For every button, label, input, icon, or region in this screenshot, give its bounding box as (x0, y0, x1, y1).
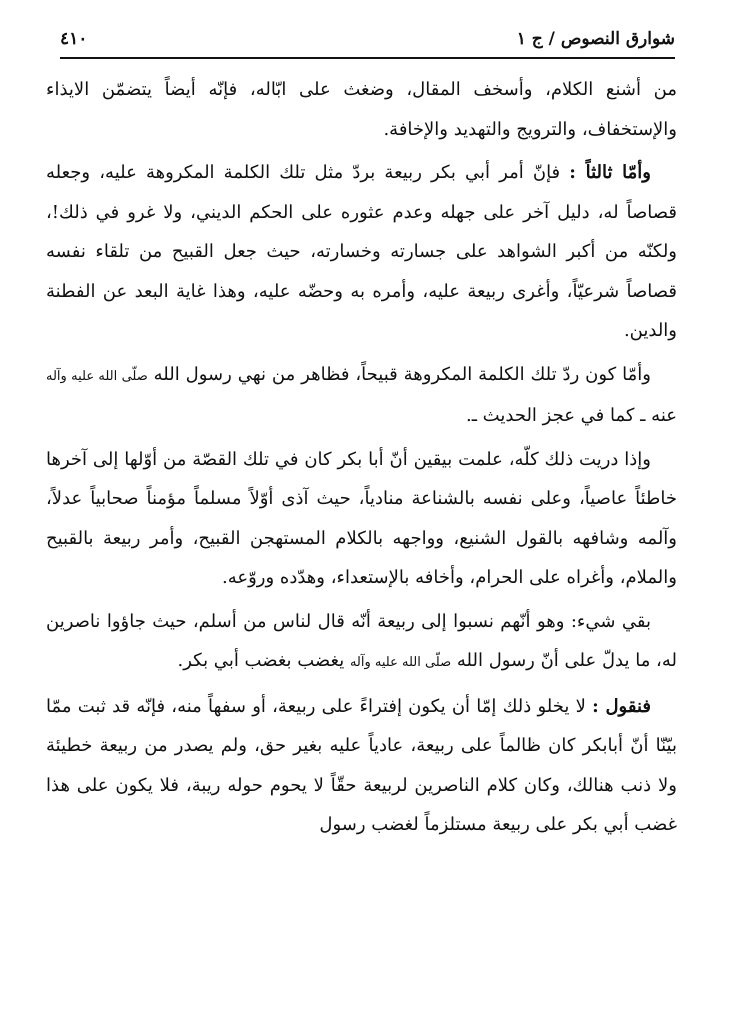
paragraph-1 (46, 70, 677, 149)
paragraph-text: بقي شيء: وهو أنّهم نسبوا إلى ربيعة أنّه قال لناس من أسلم، حيث جاؤوا ناصرين له، ما يدلّ على أنّ رسول الله (46, 610, 677, 671)
paragraph-text: لا يخلو ذلك إمّا أن يكون إفتراءً على ربيعة، أو سفهاً منه، فإنّه قد ثبت ممّا بيّنّا أنّ أبابكر كان ظالماً على ربيعة، عادياً عليه بغير حق، ولم يصدر من ربيعة خطيئة ولا ذنب هنالك، وكان كلام الناصرين لربيعة حقّاً لا يحوم حوله ريبة، فلا يكون على هذا غضب أبي بكر على ربيعة مستلزماً لغضب رسول (46, 695, 677, 835)
page-header (60, 22, 675, 56)
paragraph-lead: وأمّا ثالثاً : (569, 162, 651, 183)
paragraph-text: من أشنع الكلام، وأسخف المقال، وضغث على ابّاله، فإنّه أيضاً يتضمّن الايذاء والإستخفاف، والترويج والتهديد والإخافة. (46, 79, 677, 140)
salutation-glyph: صلّى الله عليه وآله (349, 655, 452, 670)
paragraph-text: فإنّ أمر أبي بكر ربيعة بردّ مثل تلك الكلمة المكروهة عليه، وجعله قصاصاً له، دليل آخر على جهله وعدم عثوره على الحكم الديني، ولا غرو في ذلك!، ولكنّه من أكبر الشواهد على جسارته وخسارته، حيث جعل القبيح من تلقاء نفسه قصاصاً شرعيّاً، وأغرى ربيعة عليه، وأمره به وحضّه عليه، وهذا غاية البعد عن الفطنة والدين. (46, 162, 677, 341)
header-divider (60, 57, 675, 59)
book-title: شوارق النصوص / ج ١ (516, 29, 675, 49)
paragraph-text-after: عنه ـ كما في عجز الحديث ـ. (465, 405, 677, 426)
paragraph-6 (46, 687, 677, 845)
paragraph-2 (46, 153, 677, 351)
paragraph-5 (46, 602, 677, 683)
paragraph-4 (46, 440, 677, 598)
paragraph-3 (46, 355, 677, 436)
page-number: ٤١٠ (60, 29, 88, 49)
salutation-glyph: صلّى الله عليه وآله (46, 368, 148, 384)
paragraph-text: وأمّا كون ردّ تلك الكلمة المكروهة قبيحاً، فظاهر من نهي رسول الله (153, 363, 651, 385)
paragraph-lead: فنقول : (592, 695, 651, 717)
paragraph-text: وإذا دريت ذلك كلّه، علمت بيقين أنّ أبا بكر كان في تلك القصّة من أوّلها إلى آخرها خاطئاً عاصياً، وعلى نفسه بالشناعة منادياً، حيث آذى أوّلاً مسلماً مؤمناً صحابياً عدلاً، وآلمه وشافهه بالقول الشنيع، وواجهه بالكلام المستهجن القبيح، وأمر ربيعة بالقبيح والملام، وأغراه على الحرام، وأخافه بالإستعداء، وهدّده وروّعه. (46, 448, 677, 588)
paragraph-text-after: يغضب بغضب أبي بكر. (177, 650, 350, 671)
page-body (46, 70, 677, 845)
